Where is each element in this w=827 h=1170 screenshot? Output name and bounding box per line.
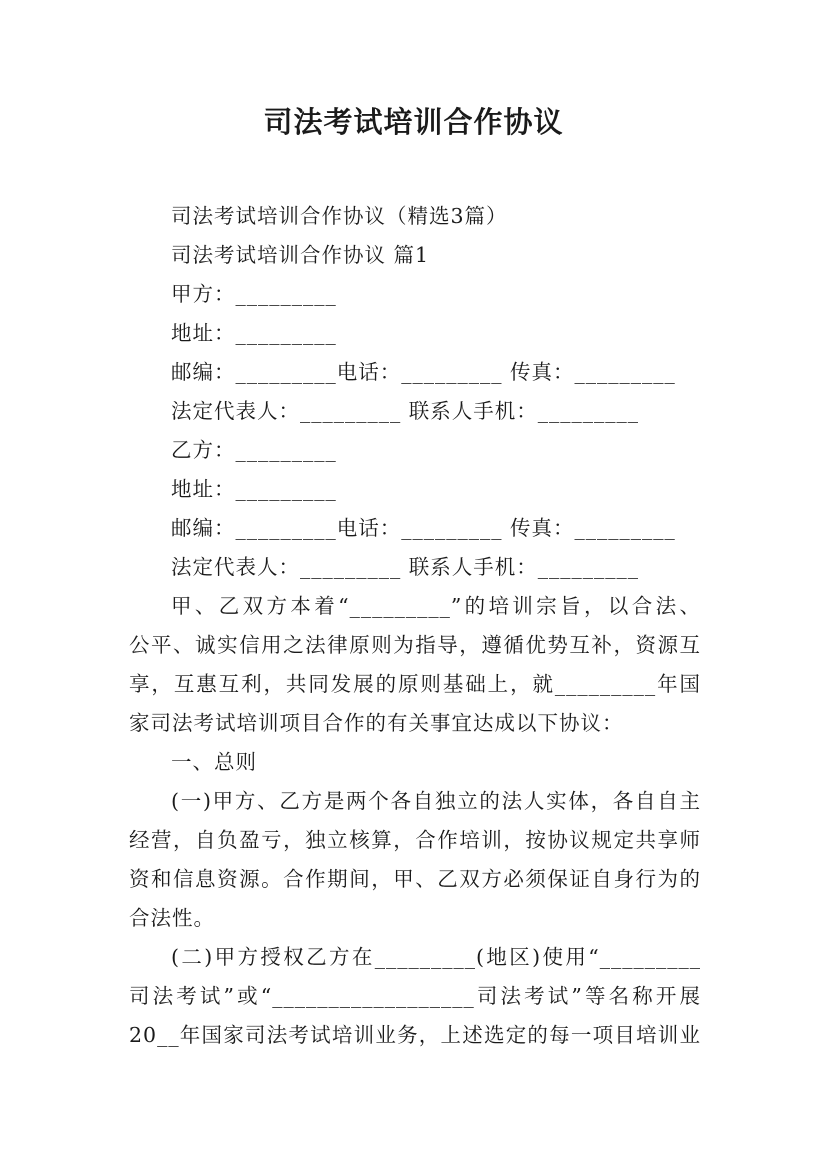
preamble-line-2: 公平、诚实信用之法律原则为指导，遵循优势互补，资源互 (129, 633, 701, 657)
party-a-name: 甲方：_________ (171, 282, 337, 306)
party-b-representative: 法定代表人：_________ 联系人手机：_________ (171, 555, 640, 579)
party-a-address: 地址：_________ (171, 321, 337, 345)
clause-2-line-3: 20__年国家司法考试培训业务，上述选定的每一项目培训业 (129, 1023, 701, 1047)
party-a-contact: 邮编：_________电话：_________ 传真：_________ (171, 360, 676, 384)
clause-1-line-4: 合法性。 (129, 906, 215, 930)
doc-subtitle: 司法考试培训合作协议（精选3篇） (171, 204, 508, 228)
chapter-heading-general: 一、总则 (171, 750, 257, 774)
party-b-contact: 邮编：_________电话：_________ 传真：_________ (171, 516, 676, 540)
party-a-representative: 法定代表人：_________ 联系人手机：_________ (171, 399, 640, 423)
clause-1-line-1: (一)甲方、乙方是两个各自独立的法人实体，各自自主 (171, 789, 701, 813)
preamble-line-1: 甲、乙双方本着“_________”的培训宗旨，以合法、 (171, 594, 701, 618)
section-heading-part1: 司法考试培训合作协议 篇1 (171, 243, 430, 267)
clause-1-line-3: 资和信息资源。合作期间，甲、乙双方必须保证自身行为的 (129, 867, 701, 891)
clause-2-line-1: (二)甲方授权乙方在_________(地区)使用“_________ (171, 945, 701, 969)
preamble-line-4: 家司法考试培训项目合作的有关事宜达成以下协议： (129, 711, 624, 735)
document-title: 司法考试培训合作协议 (263, 105, 564, 139)
clause-2-line-2: 司法考试”或“__________________司法考试”等名称开展 (129, 984, 701, 1008)
clause-1-line-2: 经营，自负盈亏，独立核算，合作培训，按协议规定共享师 (129, 828, 701, 852)
party-b-address: 地址：_________ (171, 477, 337, 501)
party-b-name: 乙方：_________ (171, 438, 337, 462)
preamble-line-3: 享，互惠互利，共同发展的原则基础上，就_________年国 (129, 672, 701, 696)
